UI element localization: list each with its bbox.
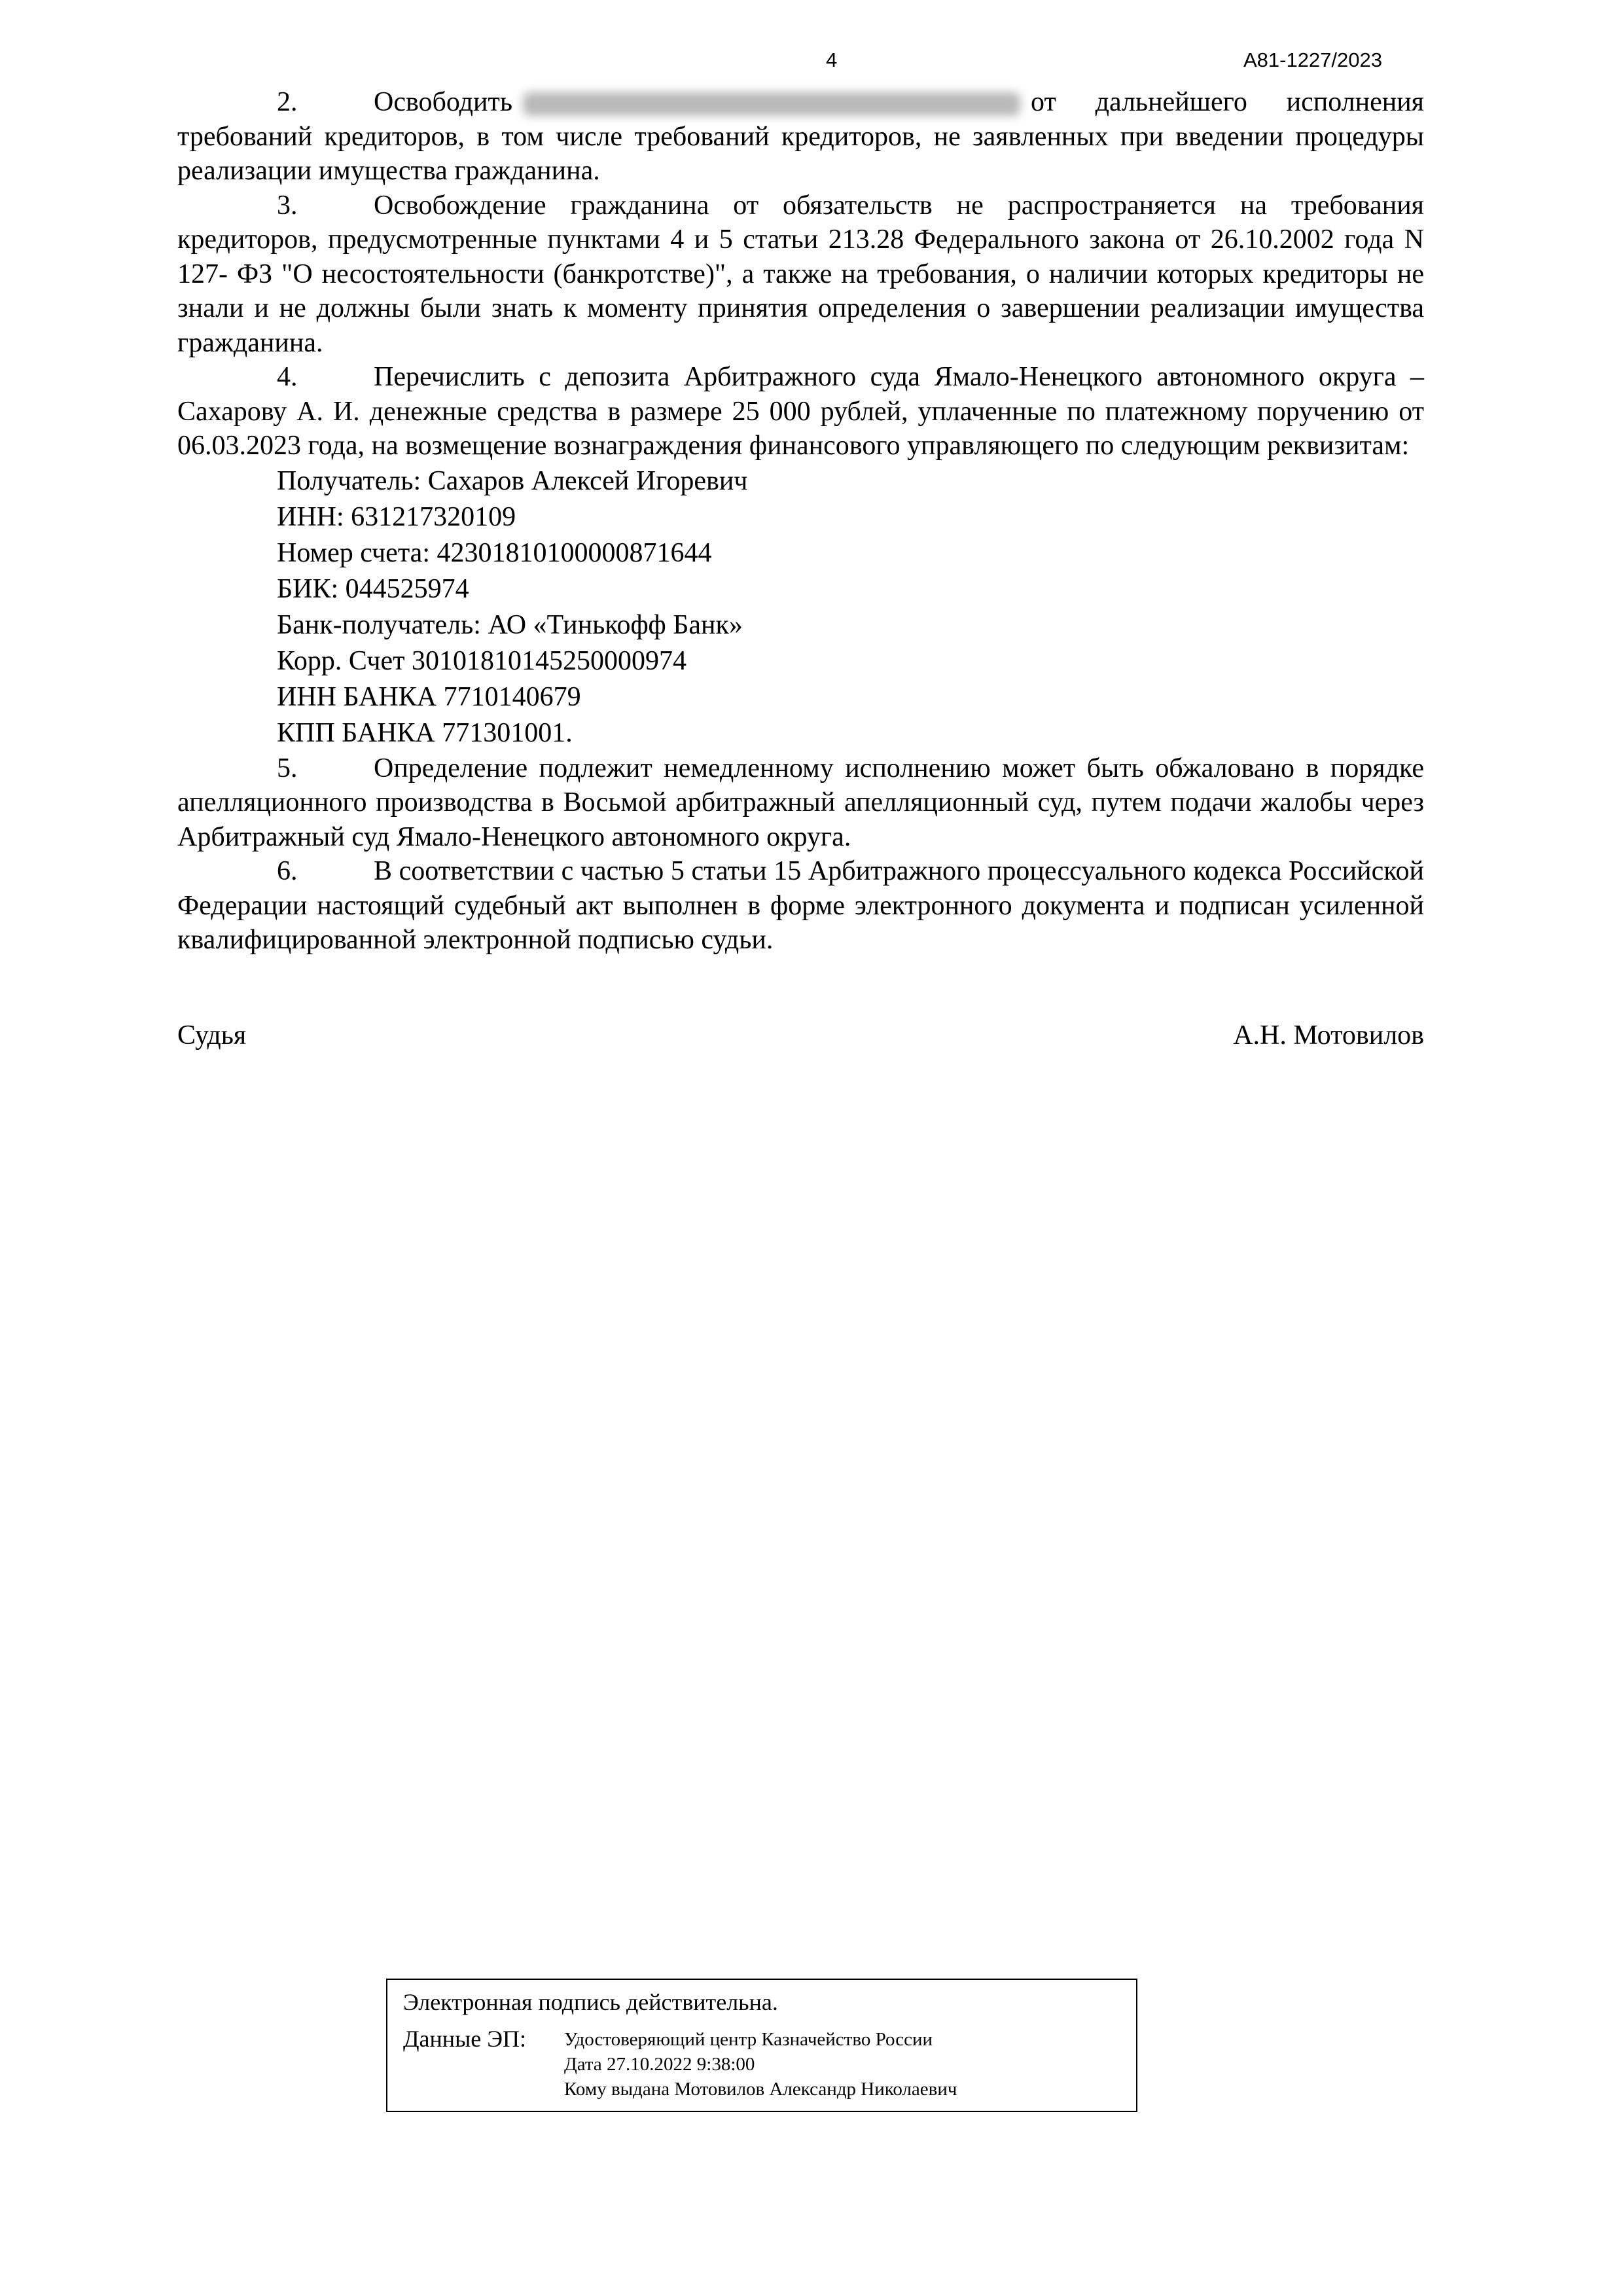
electronic-signature-stamp [386, 1979, 1137, 2112]
paragraph-text: Освобождение гражданина от обязательств не распространяется на требования кредиторов, предусмотренные пунктами 4 и 5 статьи 213.28 Федерального закона от 26.10.2002 года N 127- ФЗ "О несостоятельности (банкротстве)", а также на требования, о наличии которых кредиторы не знали и не должны были знать к моменту принятия определения о завершении реализации имущества гражданина. [177, 190, 1424, 358]
requisite-bank-kpp: КПП БАНКА 771301001. [277, 717, 573, 748]
paragraph-text: В соответствии с частью 5 статьи 15 Арбитражного процессуального кодекса Российской Федерации настоящий судебный акт выполнен в форме электронного документа и подписан усиленной квалифицированной электронной подписью судьи. [177, 856, 1424, 955]
paragraph-number: 3. [277, 190, 298, 221]
paragraph-3 [177, 188, 1424, 361]
requisite-bank-inn: ИНН БАНКА 7710140679 [277, 681, 581, 712]
paragraph-text: Перечислить с депозита Арбитражного суда Ямало-Ненецкого автономного округа – Сахарову А. И. денежные средства в размере 25 000 рублей, уплаченные по платежному поручению от 06.03.2023 года, на возмещение вознаграждения финансового управляющего по следующим реквизитам: [177, 362, 1424, 461]
requisites-list [177, 463, 1424, 751]
requisite-inn: ИНН: 631217320109 [277, 501, 516, 532]
judge-name: А.Н. Мотовилов [1233, 1020, 1424, 1050]
requisite-bik: БИК: 044525974 [277, 573, 469, 604]
paragraph-2 [177, 85, 1424, 188]
judge-role: Судья [177, 1020, 247, 1050]
stamp-label: Данные ЭП: [403, 2026, 526, 2052]
paragraph-number: 5. [277, 753, 298, 783]
case-number: А81-1227/2023 [1243, 48, 1382, 71]
paragraph-4 [177, 360, 1424, 463]
document-body [177, 85, 1424, 958]
stamp-owner: Кому выдана Мотовилов Александр Николаевич [564, 2079, 957, 2100]
requisite-account: Номер счета: 42301810100000871644 [277, 537, 712, 568]
paragraph-5 [177, 751, 1424, 855]
stamp-title: Электронная подпись действительна. [403, 1989, 778, 2015]
requisite-corr-account: Корр. Счет 30101810145250000974 [277, 645, 687, 676]
stamp-date: Дата 27.10.2022 9:38:00 [564, 2054, 755, 2075]
paragraph-text: Освободить [374, 87, 513, 117]
paragraph-number: 4. [277, 362, 298, 392]
paragraph-number: 2. [277, 87, 298, 117]
signature-block [177, 1020, 1424, 1051]
page-number: 4 [826, 48, 838, 71]
paragraph-number: 6. [277, 856, 298, 886]
paragraph-6 [177, 854, 1424, 958]
paragraph-text: от дальнейшего исполнения требований кредиторов, в том числе требований кредиторов, не заявленных при введении процедуры реализации имущества гражданина. [177, 87, 1424, 186]
stamp-issuer: Удостоверяющий центр Казначейство России [564, 2029, 933, 2050]
requisite-recipient: Получатель: Сахаров Алексей Игоревич [277, 465, 748, 496]
requisite-bank: Банк-получатель: АО «Тинькофф Банк» [277, 609, 743, 640]
paragraph-text: Определение подлежит немедленному исполнению может быть обжаловано в порядке апелляционного производства в Восьмой арбитражный апелляционный суд, путем подачи жалобы через Арбитражный суд Ямало-Ненецкого автономного округа. [177, 753, 1424, 852]
redacted-name [523, 92, 1020, 116]
stamp-details [564, 2027, 957, 2102]
